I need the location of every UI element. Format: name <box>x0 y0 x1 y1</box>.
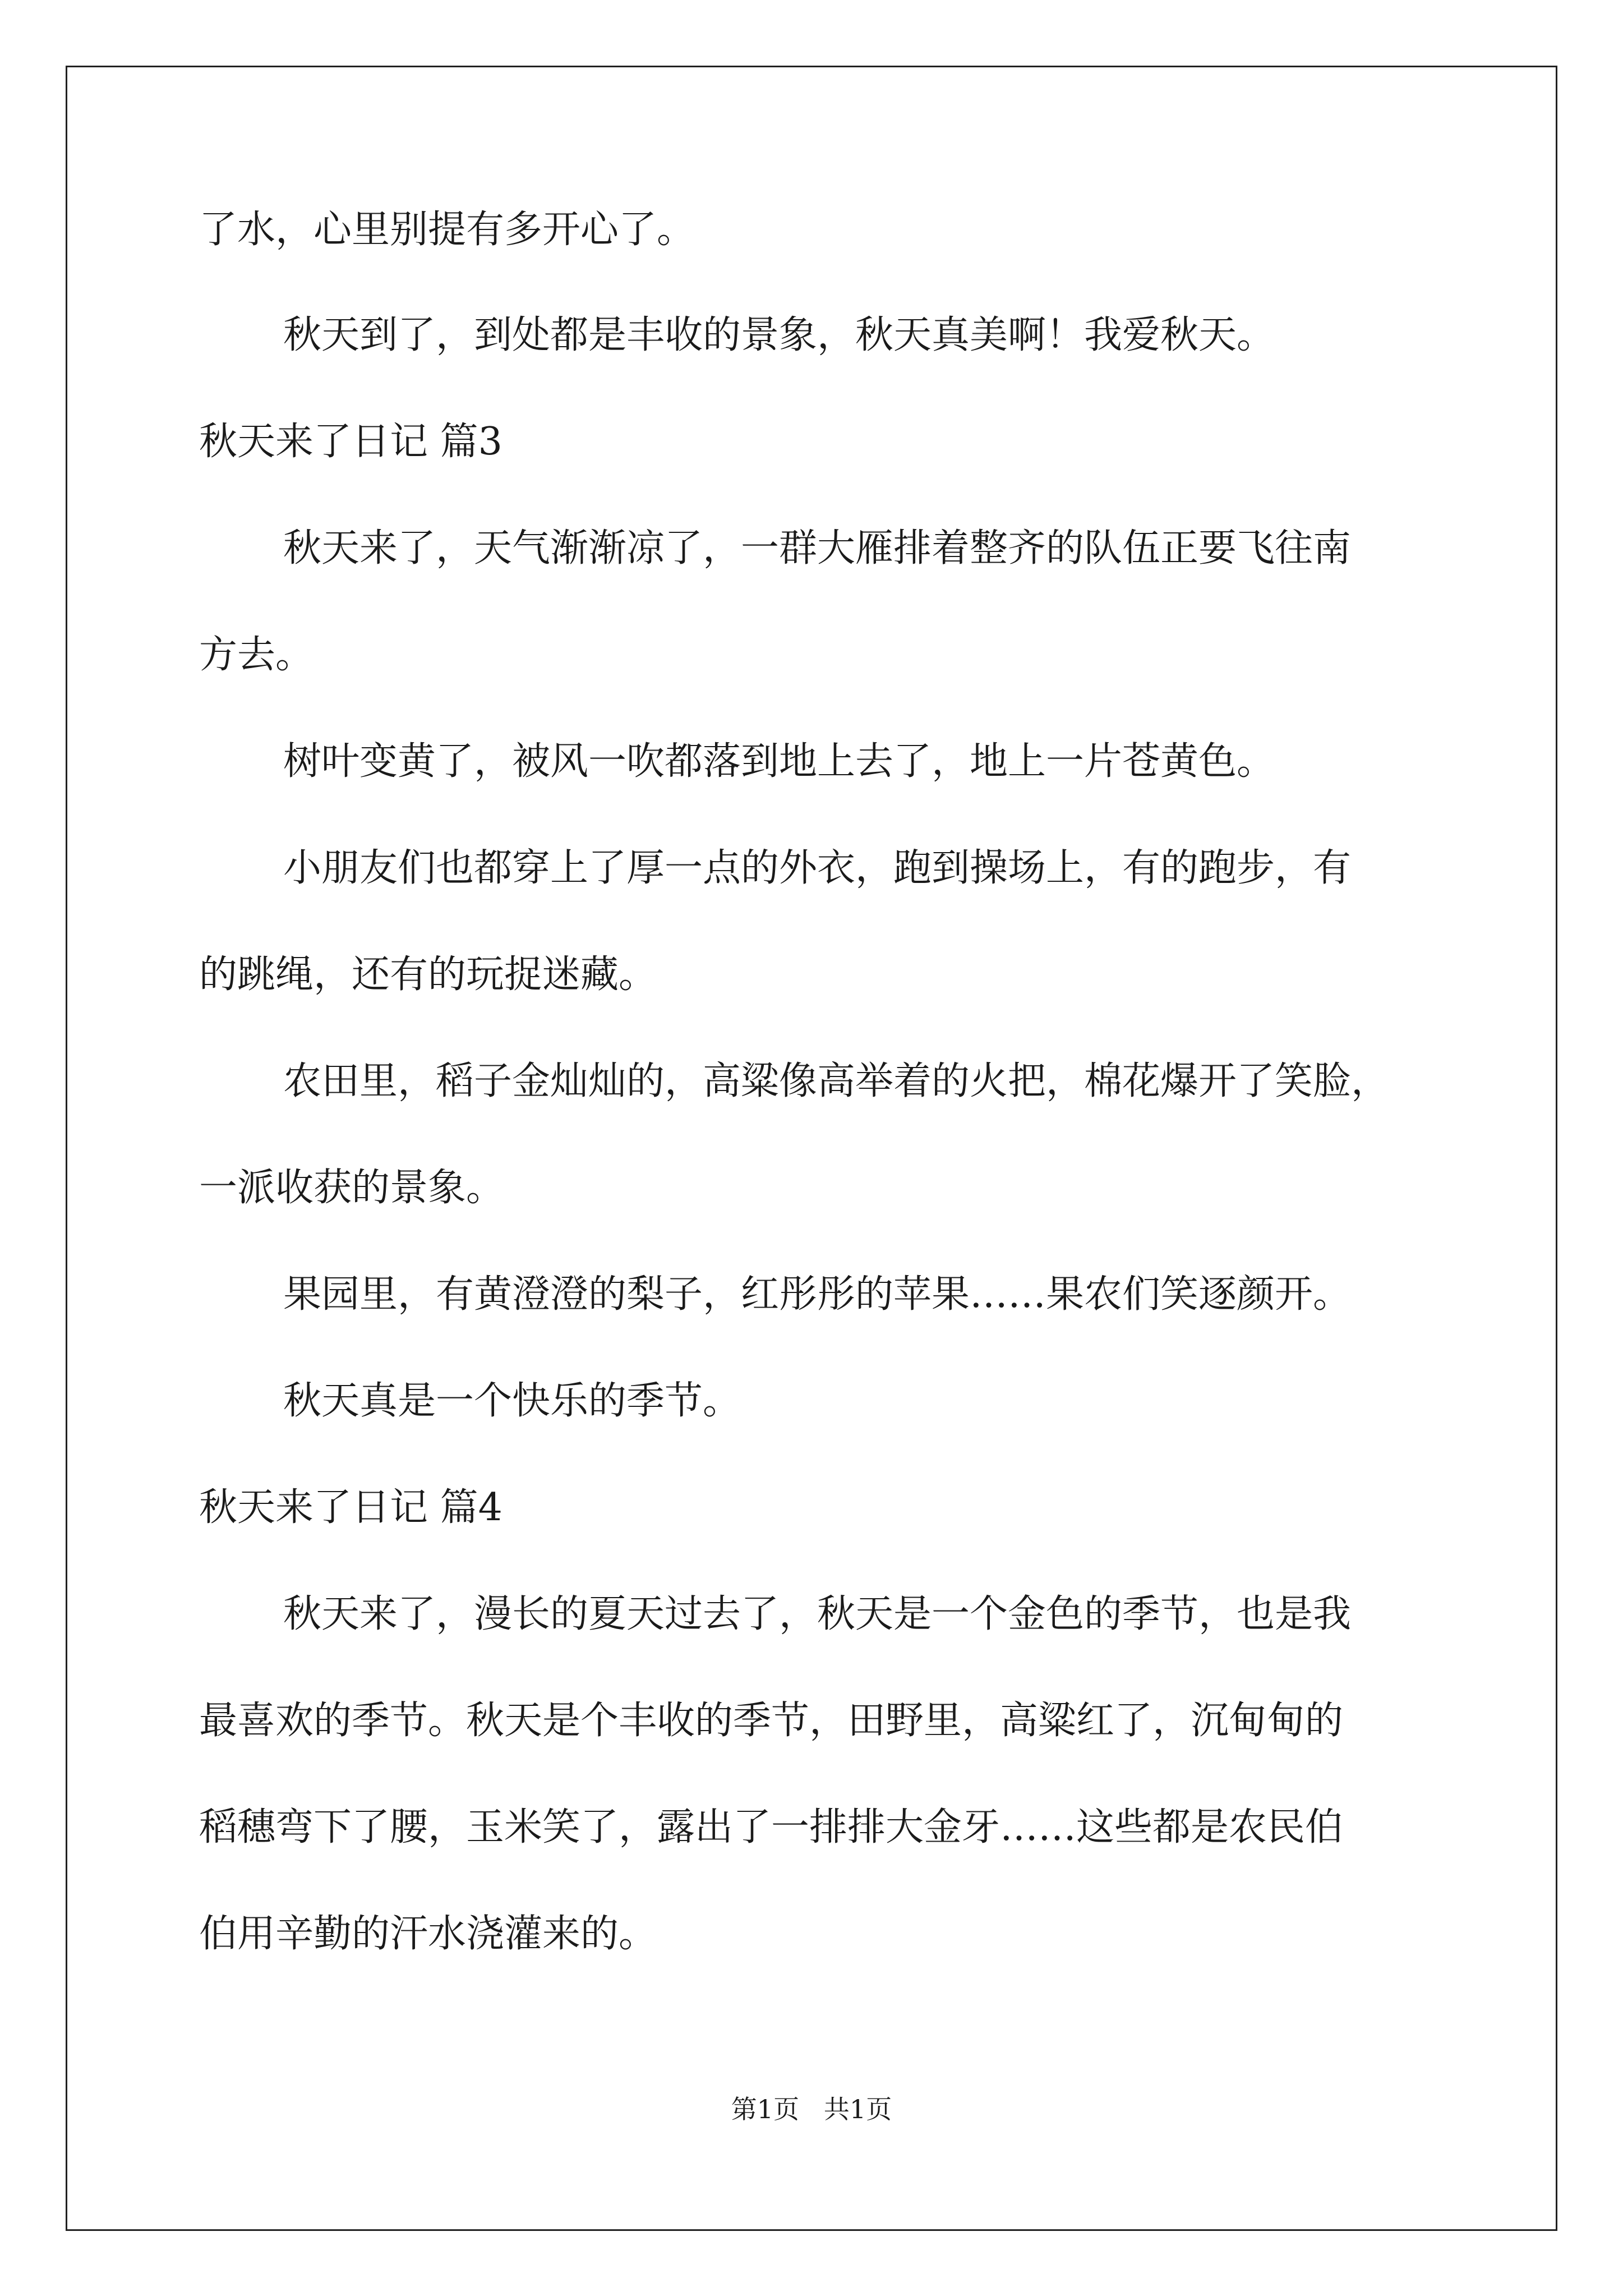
text-line: 秋天到了，到处都是丰收的景象，秋天真美啊！我爱秋天。 <box>283 313 1275 357</box>
text-line: 方去。 <box>199 633 314 677</box>
text-line: 一派收获的景象。 <box>199 1166 505 1210</box>
text-line: 农田里，稻子金灿灿的，高粱像高举着的火把，棉花爆开了笑脸， <box>283 1059 1390 1103</box>
text-line: 果园里，有黄澄澄的梨子，红彤彤的苹果……果农们笑逐颜开。 <box>283 1272 1352 1317</box>
page-footer <box>0 2092 1623 2126</box>
text-line: 最喜欢的季节。秋天是个丰收的季节，田野里，高粱红了，沉甸甸的 <box>199 1699 1344 1743</box>
section-heading: 秋天来了日记 篇4 <box>199 1485 502 1530</box>
text-line: 树叶变黄了，被风一吹都落到地上去了，地上一片苍黄色。 <box>283 739 1275 784</box>
text-line: 秋天来了，天气渐渐凉了，一群大雁排着整齐的队伍正要飞往南 <box>283 526 1352 570</box>
section-heading: 秋天来了日记 篇3 <box>199 420 502 464</box>
text-line: 稻穗弯下了腰，玉米笑了，露出了一排排大金牙……这些都是农民伯 <box>199 1805 1344 1849</box>
text-line: 了水，心里别提有多开心了。 <box>199 208 695 252</box>
page-number: 第1页 共1页 <box>731 2094 892 2124</box>
text-line: 秋天真是一个快乐的季节。 <box>283 1379 741 1423</box>
page-border <box>66 66 1557 2231</box>
text-line: 的跳绳，还有的玩捉迷藏。 <box>199 953 657 997</box>
text-line: 伯用辛勤的汗水浇灌来的。 <box>199 1912 657 1956</box>
text-line: 小朋友们也都穿上了厚一点的外衣，跑到操场上，有的跑步，有 <box>283 846 1352 890</box>
text-line: 秋天来了，漫长的夏天过去了，秋天是一个金色的季节，也是我 <box>283 1592 1352 1636</box>
